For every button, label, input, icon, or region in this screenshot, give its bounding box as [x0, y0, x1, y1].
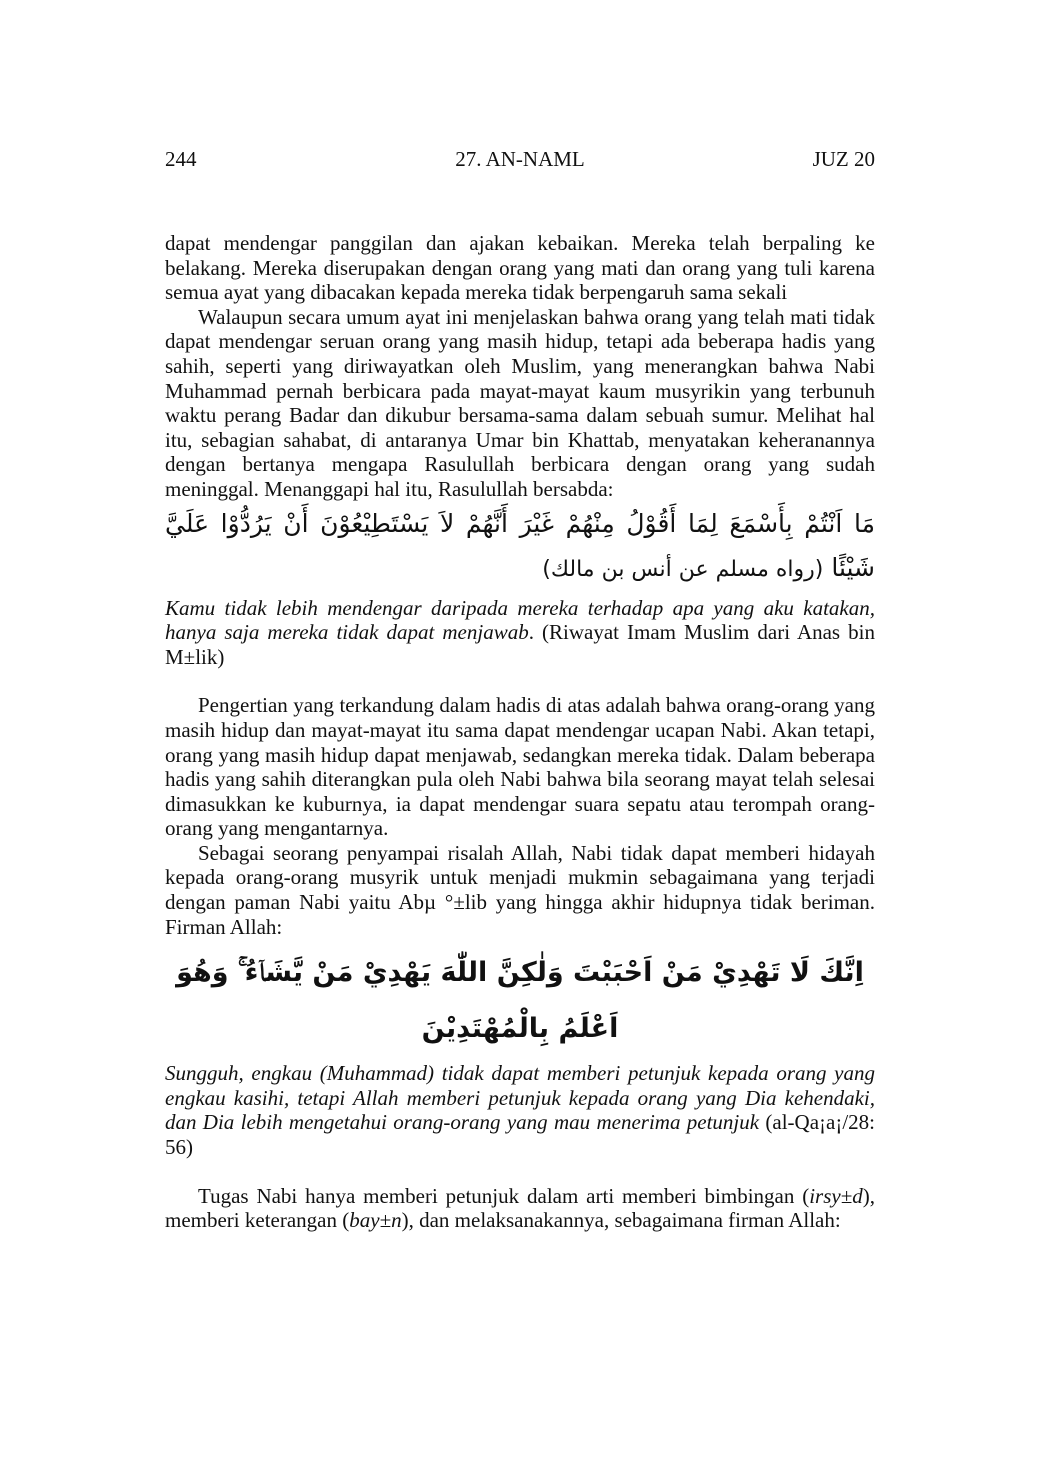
chapter-title: 27. AN-NAML	[455, 147, 585, 171]
quran-translation-source: (al-Qa¡a¡/28: 56)	[165, 1110, 875, 1160]
hadith-arabic-source: (رواه مسلم عن أنس بن مالك)	[542, 556, 824, 582]
hadith-translation	[165, 596, 875, 670]
hadith-translation-text: Kamu tidak lebih mendengar daripada mereka terhadap apa yang aku katakan, hanya saja mereka tidak dapat menjawab	[165, 595, 875, 645]
paragraph-3: Pengertian yang terkandung dalam hadis di atas adalah bahwa orang-orang yang masih hidup dan mayat-mayat itu sama dapat mendengar ucapan Nabi. Akan tetapi, orang yang masih hidup dapat menjawab, sedangkan mereka tidak. Dalam beberapa hadis yang sahih diterangkan pula oleh Nabi bahwa bila seorang mayat telah selesai dimasukkan ke kuburnya, ia dapat mendengar suara sepatu atau terompah orang-orang yang mengantarnya.	[165, 693, 875, 841]
paragraph-5	[165, 1184, 875, 1233]
juz-label: JUZ 20	[812, 147, 875, 171]
quran-verse-arabic: اِنَّكَ لَا تَهْدِيْ مَنْ اَحْبَبْتَ وَلٰكِنَّ اللّٰهَ يَهْدِيْ مَنْ يَّشَاۤءُ ۚ وَهُوَ اَعْلَمُ بِالْمُهْتَدِيْنَ	[176, 957, 864, 1045]
paragraph-2: Walaupun secara umum ayat ini menjelaskan bahwa orang yang telah mati tidak dapat mendengar seruan orang yang masih hidup, tetapi ada beberapa hadis yang sahih, seperti yang diriwayatkan oleh Muslim, yang menerangkan bahwa Nabi Muhammad pernah berbicara pada mayat-mayat kaum musyrikin yang terbunuh waktu perang Badar dan dikubur bersama-sama dalam sebuah sumur. Melihat hal itu, sebagian sahabat, di antaranya Umar bin Khattab, menyatakan keheranannya dengan bertanya mengapa Rasulullah berbicara dengan orang yang sudah meninggal. Menanggapi hal itu, Rasulullah bersabda:	[165, 304, 875, 501]
hadith-arabic-text: مَا اَنْتُمْ بِأَسْمَعَ لِمَا أَقُوْلُ مِنْهُمْ غَيْرَ أَنَّهُمْ لاَ يَسْتَطِيْعُوْنَ أَنْ يَرُدُّوْا عَلَيَّ شَيْئًا	[165, 508, 875, 582]
paragraph-5-part-a: Tugas Nabi hanya memberi petunjuk dalam arti memberi bimbingan (	[198, 1183, 810, 1208]
paragraph-1: dapat mendengar panggilan dan ajakan kebaikan. Mereka telah berpaling ke belakang. Mereka diserupakan dengan orang yang mati dan orang yang tuli karena semua ayat yang dibacakan kepada mereka tidak berpengaruh sama sekali	[165, 231, 875, 305]
quran-translation-text: Sungguh, engkau (Muhammad) tidak dapat memberi petunjuk kepada orang yang engkau kasihi, tetapi Allah memberi petunjuk kepada orang yang Dia kehendaki, dan Dia lebih mengetahui orang-orang yang mau menerima petunjuk	[165, 1061, 875, 1135]
spacer	[165, 669, 875, 693]
page-body	[165, 231, 875, 1233]
quran-translation	[165, 1061, 875, 1159]
hadith-arabic-block	[165, 502, 875, 592]
running-head	[165, 146, 875, 172]
term-bayan: bay±n	[349, 1208, 402, 1233]
paragraph-5-part-c: ), dan melaksanakannya, sebagaimana firman Allah:	[401, 1208, 841, 1233]
paragraph-5-part-b: ), memberi keterangan (	[165, 1183, 875, 1233]
page-number: 244	[165, 147, 197, 171]
spacer	[165, 1160, 875, 1184]
hadith-translation-source: . (Riwayat Imam Muslim dari Anas bin M±lik)	[165, 620, 875, 669]
paragraph-4: Sebagai seorang penyampai risalah Allah, Nabi tidak dapat memberi hidayah kepada orang-orang musyrik untuk menjadi mukmin sebagaimana yang terjadi dengan paman Nabi yaitu Abµ °±lib yang hingga akhir hidupnya tidak beriman. Firman Allah:	[165, 840, 875, 939]
term-irsyad: irsy±d	[809, 1183, 863, 1208]
